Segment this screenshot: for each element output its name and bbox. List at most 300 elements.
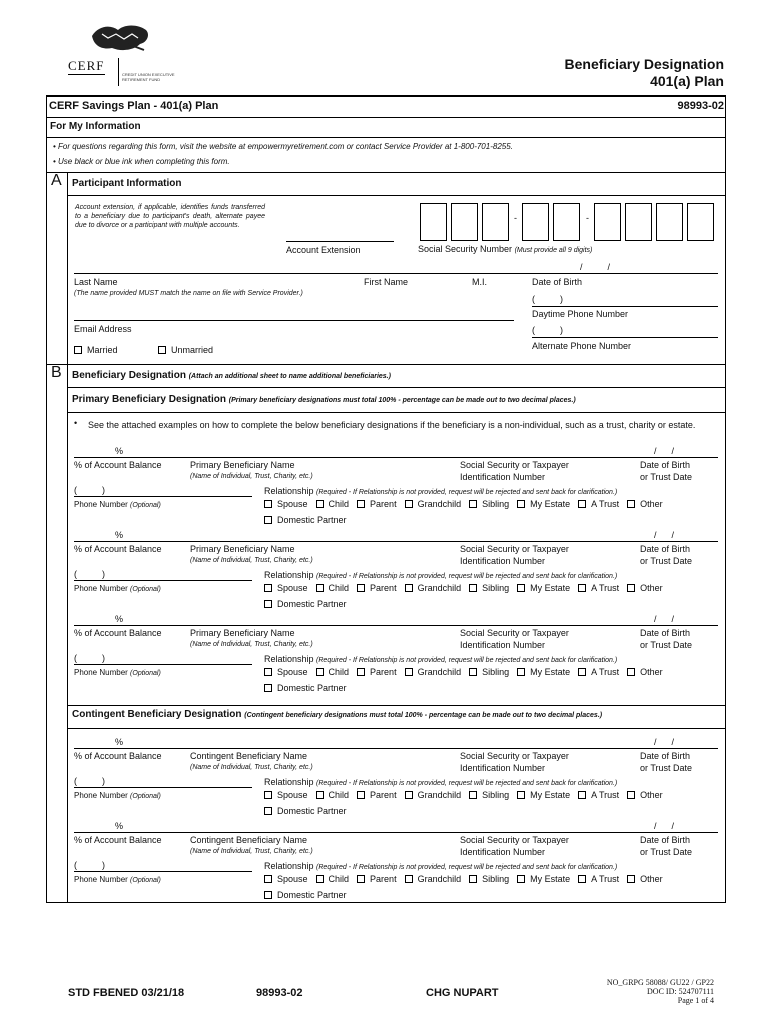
section-b-title: Beneficiary Designation [72,370,186,381]
relationship-label [264,486,617,496]
relationship-text: Relationship [264,777,314,787]
account-extension-line[interactable] [286,241,394,242]
dob-label-1: Date of Birth [640,628,691,638]
phone-line[interactable] [74,496,252,497]
name-note: (Name of Individual, Trust, Charity, etc.) [190,557,313,564]
ssn-digit-box[interactable] [553,203,580,241]
pct-symbol: % [115,530,124,540]
relationship-label [264,570,617,580]
beneficiary-name-label: Contingent Beneficiary Name [190,751,308,761]
phone-optional: (Optional) [130,586,161,593]
relationship-text: Relationship [264,861,314,871]
phone-label [74,875,161,884]
other-label: Other [640,874,663,884]
checkbox[interactable] [264,807,272,815]
checkbox[interactable] [74,346,82,354]
beneficiary-name-label: Primary Beneficiary Name [190,460,295,470]
relationship-options [264,790,671,800]
child-label: Child [328,874,350,884]
mi-label: M.I. [472,277,487,287]
other-label: Other [640,499,663,509]
dob-label: Date of Birth [532,277,583,287]
child-label: Child [328,790,350,800]
relationship-options [264,874,671,884]
pct-symbol: % [115,821,124,831]
trust-label: A Trust [591,790,620,800]
title-line-2: 401(a) Plan [650,73,724,89]
checkbox[interactable] [316,584,324,592]
checkbox[interactable] [627,791,635,799]
phone-label-text: Phone Number [74,500,128,509]
pct-label: % of Account Balance [74,751,162,761]
ssn-digit-box[interactable] [522,203,549,241]
day-phone-label: Daytime Phone Number [532,309,629,319]
account-extension-note: Account extension, if applicable, identifies funds transferred to a beneficiary due to participant's death, alternate payee due to divorce or a participant with multiple accounts. [75,204,265,229]
phone-label [74,791,161,800]
checkbox[interactable] [264,516,272,524]
ssn-label-2: Identification Number [460,472,546,482]
relationship-option-spouse[interactable] [264,667,308,677]
spouse-label: Spouse [277,499,308,509]
checkbox[interactable] [264,584,272,592]
relationship-option-other[interactable] [627,499,663,509]
checkbox[interactable] [357,500,365,508]
trust-label: A Trust [591,583,620,593]
parent-label: Parent [370,499,397,509]
sibling-label: Sibling [482,667,510,677]
relationship-option-child[interactable] [316,499,350,509]
child-label: Child [328,583,350,593]
grandchild-label: Grandchild [417,667,462,677]
checkbox[interactable] [158,346,166,354]
cerf-logo: CERF [68,58,105,73]
checkbox[interactable] [517,875,525,883]
relationship-option-domestic-partner[interactable] [264,683,347,693]
relationship-options [264,499,671,509]
spouse-label: Spouse [277,790,308,800]
relationship-option-grandchild[interactable] [405,667,462,677]
frame-left [46,95,47,903]
relationship-option-domestic-partner[interactable] [264,890,347,900]
relationship-text: Relationship [264,570,314,580]
footer-change-code: CHG NUPART [426,987,499,999]
dob-label-2: or Trust Date [640,640,693,650]
ssn-label-1: Social Security or Taxpayer [460,628,569,638]
beneficiary-line[interactable] [74,457,718,458]
relationship-option-other[interactable] [627,583,663,593]
relationship-option-domestic-partner[interactable] [264,515,347,525]
ssn-label-1: Social Security or Taxpayer [460,460,569,470]
checkbox[interactable] [469,500,477,508]
checkbox[interactable] [469,875,477,883]
ssn-digit-box[interactable] [482,203,509,241]
footer-doc-info [607,978,714,1005]
relationship-option-domestic-partner[interactable] [264,806,347,816]
other-label: Other [640,667,663,677]
ssn-note: (Must provide all 9 digits) [514,247,593,254]
estate-label: My Estate [530,499,571,509]
day-phone-paren: ( ) [532,294,563,304]
trust-label: A Trust [591,667,620,677]
beneficiary-line[interactable] [74,748,718,749]
alt-phone-line[interactable] [532,337,718,338]
domestic-label: Domestic Partner [277,515,347,525]
estate-label: My Estate [530,583,571,593]
checkbox[interactable] [316,875,324,883]
footer-group: NO_GRPG 58088/ GU22 / GP22 [606,978,714,987]
checkbox[interactable] [316,500,324,508]
last-name-label: Last Name [74,277,118,287]
phone-label-text: Phone Number [74,875,128,884]
divider [67,705,725,706]
checkbox[interactable] [357,668,365,676]
pct-symbol: % [115,446,124,456]
checkbox[interactable] [264,875,272,883]
checkbox[interactable] [627,875,635,883]
relationship-option-estate[interactable] [517,874,570,884]
relationship-option-parent[interactable] [357,583,397,593]
primary-title: Primary Beneficiary Designation [72,394,226,405]
relationship-option-parent[interactable] [357,667,397,677]
contingent-note: (Contingent beneficiary designations must total 100% - percentage can be made out to two decimal places.) [244,712,603,719]
relationship-option-child[interactable] [316,583,350,593]
section-b-note: (Attach an additional sheet to name additional beneficiaries.) [188,373,391,380]
phone-optional: (Optional) [130,793,161,800]
checkbox[interactable] [578,668,586,676]
ssn-label-1: Social Security or Taxpayer [460,751,569,761]
relationship-label [264,654,617,664]
ssn-label [418,244,592,254]
relationship-option-parent[interactable] [357,499,397,509]
parent-label: Parent [370,667,397,677]
checkbox[interactable] [405,668,413,676]
relationship-option-spouse[interactable] [264,499,308,509]
phone-paren: ( ) [74,776,105,786]
relationship-option-trust[interactable] [578,499,619,509]
phone-label-text: Phone Number [74,791,128,800]
phone-paren: ( ) [74,569,105,579]
checkbox[interactable] [316,668,324,676]
spouse-label: Spouse [277,874,308,884]
divider [67,195,725,196]
checkbox[interactable] [405,875,413,883]
relationship-option-estate[interactable] [517,667,570,677]
relationship-option-trust[interactable] [578,583,619,593]
dob-slashes: / / [654,446,675,456]
document-title [565,56,725,90]
checkbox[interactable] [264,668,272,676]
checkbox[interactable] [517,791,525,799]
estate-label: My Estate [530,667,571,677]
estate-label: My Estate [530,790,571,800]
relationship-option-sibling[interactable] [469,583,509,593]
checkbox[interactable] [357,584,365,592]
domestic-label: Domestic Partner [277,599,347,609]
relationship-option-grandchild[interactable] [405,499,462,509]
dob-label-2: or Trust Date [640,556,693,566]
footer-doc-id: DOC ID: 524707111 [647,987,714,996]
section-a-letter: A [51,172,62,189]
phone-line[interactable] [74,871,252,872]
checkbox[interactable] [627,500,635,508]
married-label: Married [87,345,118,355]
phone-optional: (Optional) [130,670,161,677]
relationship-note: (Required - If Relationship is not provided, request will be rejected and sent back for clarification.) [316,489,618,496]
checkbox[interactable] [578,875,586,883]
relationship-option-child[interactable] [316,874,350,884]
relationship-option-grandchild[interactable] [405,790,462,800]
checkbox[interactable] [264,684,272,692]
phone-line[interactable] [74,580,252,581]
section-b-letter: B [51,364,62,381]
checkbox[interactable] [264,500,272,508]
beneficiary-name-label: Primary Beneficiary Name [190,544,295,554]
divider [67,412,725,413]
ssn-label-2: Identification Number [460,763,546,773]
primary-heading [72,394,576,405]
phone-optional: (Optional) [130,502,161,509]
pct-symbol: % [115,737,124,747]
dob-slashes: / / [654,530,675,540]
section-column-divider [67,172,68,903]
frame-bottom [46,902,725,903]
dob-label-1: Date of Birth [640,751,691,761]
ssn-label-1: Social Security or Taxpayer [460,544,569,554]
footer-page: Page 1 of 4 [677,996,714,1005]
relationship-note: (Required - If Relationship is not provided, request will be rejected and sent back for clarification.) [316,864,618,871]
checkbox[interactable] [405,500,413,508]
name-note: (Name of Individual, Trust, Charity, etc.) [190,641,313,648]
pct-label: % of Account Balance [74,544,162,554]
beneficiary-name-label: Primary Beneficiary Name [190,628,295,638]
relationship-option-sibling[interactable] [469,667,509,677]
relationship-option-spouse[interactable] [264,790,308,800]
ssn-digit-box[interactable] [451,203,478,241]
info-bullet-2: • Use black or blue ink when completing this form. [53,157,230,166]
dob-label-1: Date of Birth [640,544,691,554]
checkbox[interactable] [517,668,525,676]
relationship-text: Relationship [264,486,314,496]
dob-label-2: or Trust Date [640,763,693,773]
section-a-title: Participant Information [72,178,182,189]
relationship-note: (Required - If Relationship is not provided, request will be rejected and sent back for clarification.) [316,780,618,787]
relationship-option-spouse[interactable] [264,874,308,884]
checkbox[interactable] [627,584,635,592]
relationship-note: (Required - If Relationship is not provided, request will be rejected and sent back for clarification.) [316,657,618,664]
info-heading: For My Information [50,121,141,132]
relationship-option-trust[interactable] [578,874,619,884]
dob-label-1: Date of Birth [640,835,691,845]
contingent-title: Contingent Beneficiary Designation [72,709,242,720]
divider [46,364,725,365]
other-label: Other [640,790,663,800]
checkbox[interactable] [578,791,586,799]
married-option[interactable] [74,345,118,355]
divider [46,172,725,173]
dob-label-2: or Trust Date [640,472,693,482]
pct-label: % of Account Balance [74,835,162,845]
relationship-options [264,583,671,593]
checkbox[interactable] [469,668,477,676]
relationship-option-sibling[interactable] [469,790,509,800]
relationship-option-domestic-partner[interactable] [264,599,347,609]
relationship-option-other[interactable] [627,790,663,800]
name-note: (The name provided MUST match the name on file with Service Provider.) [74,290,303,297]
checkbox[interactable] [264,891,272,899]
checkbox[interactable] [517,584,525,592]
sibling-label: Sibling [482,874,510,884]
relationship-option-child[interactable] [316,667,350,677]
checkbox[interactable] [264,791,272,799]
plan-name: CERF Savings Plan - 401(a) Plan [49,100,219,112]
dob-label-2: or Trust Date [640,847,693,857]
checkbox[interactable] [627,668,635,676]
relationship-option-sibling[interactable] [469,499,509,509]
checkbox[interactable] [469,584,477,592]
checkbox[interactable] [517,500,525,508]
email-line[interactable] [74,320,514,321]
name-line[interactable] [74,273,718,274]
checkbox[interactable] [405,584,413,592]
phone-label-text: Phone Number [74,584,128,593]
checkbox[interactable] [405,791,413,799]
info-bullet-1: • For questions regarding this form, visit the website at empowermyretirement.com or contact Service Provider at 1-800-701-8255. [53,142,513,151]
divider [46,137,725,138]
pct-label: % of Account Balance [74,460,162,470]
divider [67,387,725,388]
checkbox[interactable] [264,600,272,608]
ssn-label-1: Social Security or Taxpayer [460,835,569,845]
footer-plan-number: 98993-02 [256,987,303,999]
name-note: (Name of Individual, Trust, Charity, etc.) [190,764,313,771]
phone-label-text: Phone Number [74,668,128,677]
domestic-label: Domestic Partner [277,890,347,900]
unmarried-label: Unmarried [171,345,214,355]
alt-phone-label: Alternate Phone Number [532,341,632,351]
relationship-text: Relationship [264,654,314,664]
relationship-option-estate[interactable] [517,499,570,509]
cerf-logo-subtitle: CREDIT UNION EXECUTIVE RETIREMENT FUND [118,58,182,86]
checkbox[interactable] [357,875,365,883]
beneficiary-line[interactable] [74,625,718,626]
sibling-label: Sibling [482,790,510,800]
relationship-option-other[interactable] [627,874,663,884]
relationship-option-parent[interactable] [357,790,397,800]
pct-label: % of Account Balance [74,628,162,638]
checkbox[interactable] [578,584,586,592]
parent-label: Parent [370,790,397,800]
checkbox[interactable] [316,791,324,799]
ssn-label-2: Identification Number [460,847,546,857]
domestic-label: Domestic Partner [277,806,347,816]
dob-slashes: / / [654,821,675,831]
day-phone-line[interactable] [532,306,718,307]
relationship-option-trust[interactable] [578,667,619,677]
sibling-label: Sibling [482,499,510,509]
estate-label: My Estate [530,874,571,884]
footer-form-code: STD FBENED 03/21/18 [68,987,185,999]
alt-phone-paren: ( ) [532,325,563,335]
parent-label: Parent [370,583,397,593]
grandchild-label: Grandchild [417,583,462,593]
dob-slashes: / / [580,262,611,272]
name-note: (Name of Individual, Trust, Charity, etc.) [190,848,313,855]
eagle-logo-icon [88,22,152,54]
primary-note: (Primary beneficiary designations must total 100% - percentage can be made out to two decimal places.) [228,397,576,404]
phone-label [74,668,161,677]
dob-slashes: / / [654,614,675,624]
relationship-option-parent[interactable] [357,874,397,884]
first-name-label: First Name [364,277,409,287]
ssn-digit-box[interactable] [594,203,621,241]
ssn-digit-box[interactable] [625,203,652,241]
relationship-option-grandchild[interactable] [405,583,462,593]
account-extension-label: Account Extension [286,245,361,255]
relationship-label [264,777,617,787]
beneficiary-line[interactable] [74,832,718,833]
trust-label: A Trust [591,874,620,884]
relationship-option-trust[interactable] [578,790,619,800]
parent-label: Parent [370,874,397,884]
phone-paren: ( ) [74,653,105,663]
relationship-option-child[interactable] [316,790,350,800]
other-label: Other [640,583,663,593]
sibling-label: Sibling [482,583,510,593]
grandchild-label: Grandchild [417,499,462,509]
dob-slashes: / / [654,737,675,747]
phone-optional: (Optional) [130,877,161,884]
phone-line[interactable] [74,787,252,788]
relationship-options [264,667,671,677]
section-b-heading [72,370,391,381]
ssn-label-2: Identification Number [460,556,546,566]
ssn-digit-box[interactable] [420,203,447,241]
checkbox[interactable] [357,791,365,799]
checkbox[interactable] [469,791,477,799]
spouse-label: Spouse [277,583,308,593]
grandchild-label: Grandchild [417,874,462,884]
relationship-option-estate[interactable] [517,790,570,800]
ssn-label-text: Social Security Number [418,244,513,254]
primary-bullet-text: See the attached examples on how to complete the below beneficiary designations if the beneficiary is a non-individual, such as a trust, charity or estate. [88,420,696,430]
ssn-digit-box[interactable] [656,203,683,241]
name-note: (Name of Individual, Trust, Charity, etc.) [190,473,313,480]
divider [46,95,725,97]
relationship-option-sibling[interactable] [469,874,509,884]
phone-label [74,584,161,593]
relationship-option-grandchild[interactable] [405,874,462,884]
divider [67,728,725,729]
relationship-label [264,861,617,871]
domestic-label: Domestic Partner [277,683,347,693]
relationship-option-spouse[interactable] [264,583,308,593]
ssn-dash: - [514,213,517,223]
checkbox[interactable] [578,500,586,508]
unmarried-option[interactable] [158,345,213,355]
ssn-digit-box[interactable] [687,203,714,241]
spouse-label: Spouse [277,667,308,677]
relationship-option-estate[interactable] [517,583,570,593]
grandchild-label: Grandchild [417,790,462,800]
pct-symbol: % [115,614,124,624]
frame-right [725,95,726,903]
contingent-heading [72,709,602,720]
beneficiary-line[interactable] [74,541,718,542]
title-line-1: Beneficiary Designation [564,56,724,72]
phone-paren: ( ) [74,860,105,870]
relationship-option-other[interactable] [627,667,663,677]
phone-line[interactable] [74,664,252,665]
